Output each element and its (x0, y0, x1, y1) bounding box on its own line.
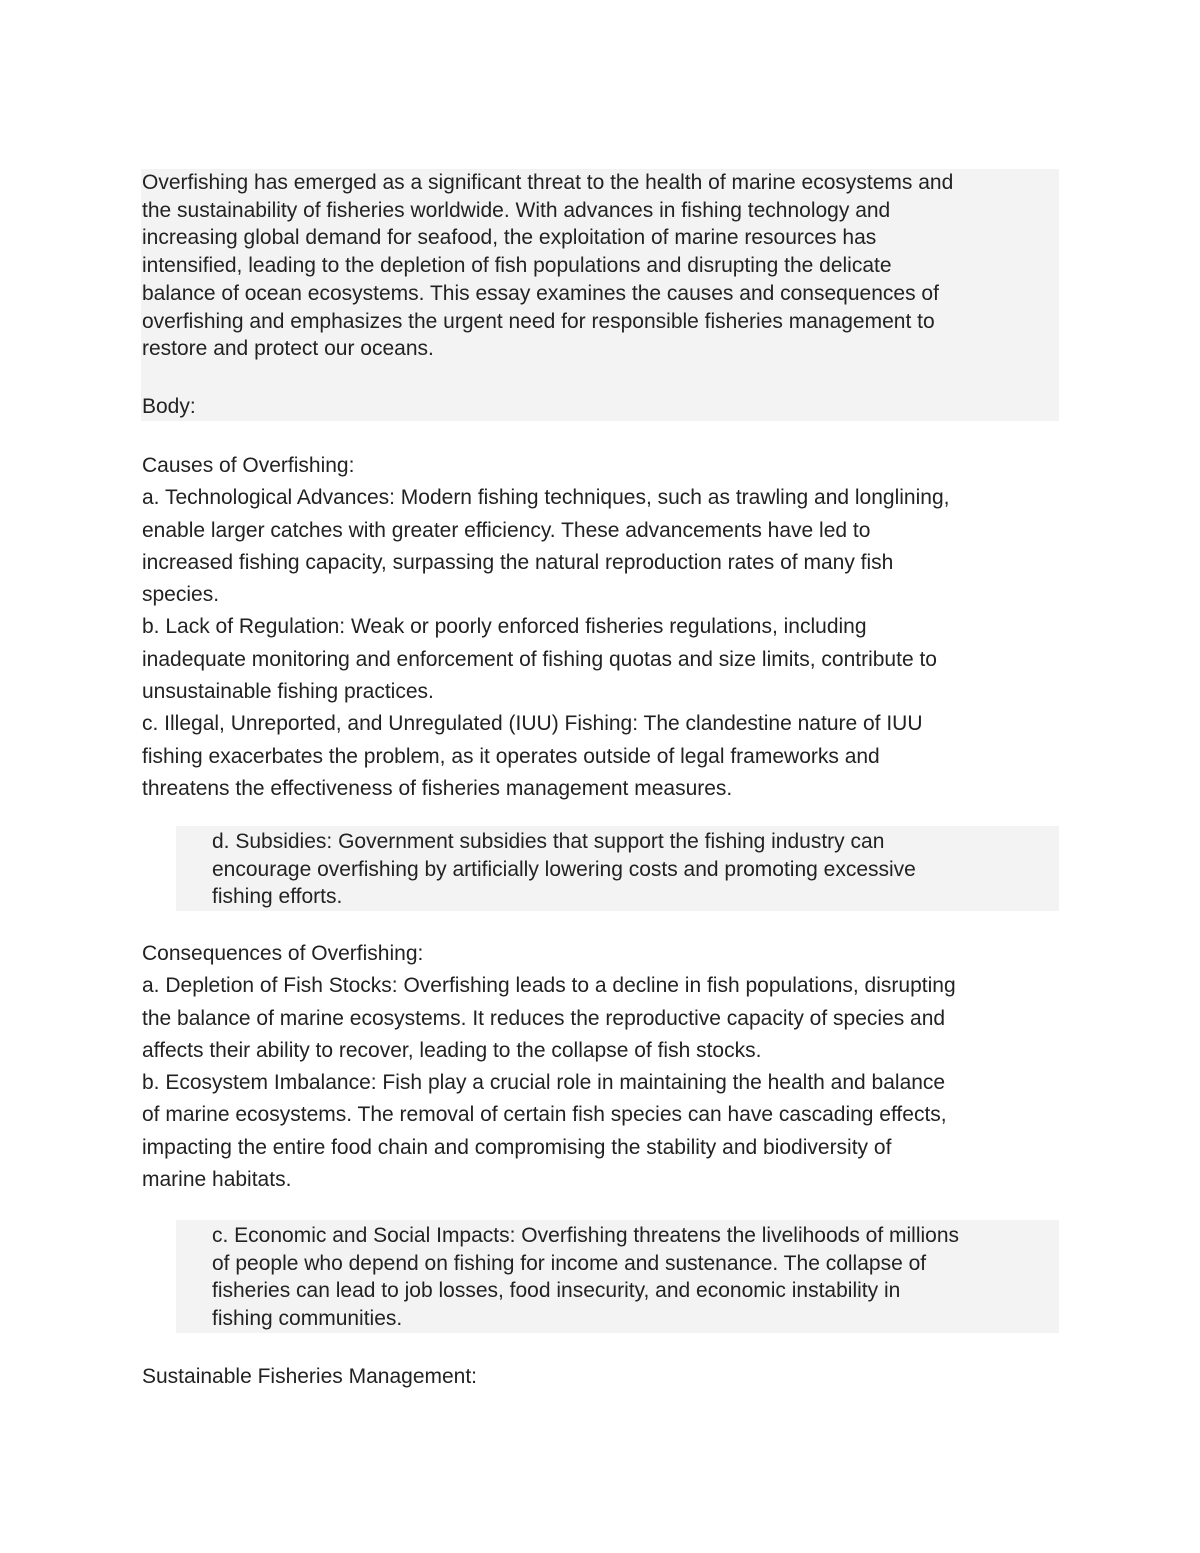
body-heading: Body: (142, 395, 196, 418)
causes-line: c. Illegal, Unreported, and Unregulated (IUU) Fishing: The clandestine nature of IUU (142, 712, 923, 736)
consequences-line: impacting the entire food chain and compromising the stability and biodiversity of (142, 1135, 892, 1159)
causes-line: species. (142, 583, 220, 607)
intro-line: restore and protect our oceans. (142, 337, 434, 361)
economic-impacts-paragraph (212, 1222, 1059, 1333)
intro-paragraph (142, 169, 1059, 363)
intro-line: the sustainability of fisheries worldwide. With advances in fishing technology and (142, 198, 891, 222)
causes-line: b. Lack of Regulation: Weak or poorly enforced fisheries regulations, including (142, 615, 867, 639)
causes-heading: Causes of Overfishing: (142, 454, 355, 477)
causes-line: a. Technological Advances: Modern fishing techniques, such as trawling and longlining, (142, 486, 950, 510)
subsidies-paragraph (212, 828, 1059, 911)
causes-line: fishing exacerbates the problem, as it operates outside of legal frameworks and (142, 744, 880, 768)
consequences-line: affects their ability to recover, leading to the collapse of fish stocks. (142, 1038, 762, 1062)
economic-impacts-section (176, 1220, 1059, 1333)
intro-line: overfishing and emphasizes the urgent need for responsible fisheries management to (142, 309, 935, 333)
intro-line: Overfishing has emerged as a significant threat to the health of marine ecosystems and (142, 171, 954, 194)
intro-line: increasing global demand for seafood, the exploitation of marine resources has (142, 226, 877, 250)
consequences-line: marine habitats. (142, 1168, 292, 1192)
subsidies-line: d. Subsidies: Government subsidies that support the fishing industry can (212, 830, 885, 853)
consequences-line: the balance of marine ecosystems. It reduces the reproductive capacity of species and (142, 1006, 946, 1030)
subsidies-line: encourage overfishing by artificially lowering costs and promoting excessive (212, 857, 916, 881)
causes-section (142, 450, 1060, 805)
causes-line: threatens the effectiveness of fisheries management measures. (142, 776, 733, 800)
causes-line: enable larger catches with greater efficiency. These advancements have led to (142, 518, 871, 542)
subsidies-section (176, 826, 1059, 911)
consequences-paragraph (142, 970, 1060, 1196)
causes-paragraph (142, 482, 1060, 805)
economic-line: fishing communities. (212, 1307, 403, 1331)
consequences-line: b. Ecosystem Imbalance: Fish play a crucial role in maintaining the health and balance (142, 1071, 946, 1095)
causes-line: increased fishing capacity, surpassing the natural reproduction rates of many fish (142, 550, 894, 574)
economic-line: c. Economic and Social Impacts: Overfishing threatens the livelihoods of millions (212, 1224, 960, 1247)
subsidies-line: fishing efforts. (212, 885, 343, 909)
intro-line: intensified, leading to the depletion of fish populations and disrupting the delicate (142, 254, 892, 278)
causes-line: unsustainable fishing practices. (142, 680, 434, 704)
intro-line: balance of ocean ecosystems. This essay examines the causes and consequences of (142, 281, 939, 305)
consequences-heading: Consequences of Overfishing: (142, 942, 424, 965)
intro-section (141, 169, 1059, 421)
sustainable-management-heading: Sustainable Fisheries Management: (142, 1365, 478, 1388)
consequences-line: a. Depletion of Fish Stocks: Overfishing leads to a decline in fish populations, disrupting (142, 974, 956, 998)
economic-line: of people who depend on fishing for income and sustenance. The collapse of (212, 1251, 927, 1275)
economic-line: fisheries can lead to job losses, food insecurity, and economic instability in (212, 1279, 901, 1303)
consequences-line: of marine ecosystems. The removal of certain fish species can have cascading effects, (142, 1103, 947, 1127)
consequences-section (142, 938, 1060, 1196)
causes-line: inadequate monitoring and enforcement of fishing quotas and size limits, contribute to (142, 647, 937, 671)
